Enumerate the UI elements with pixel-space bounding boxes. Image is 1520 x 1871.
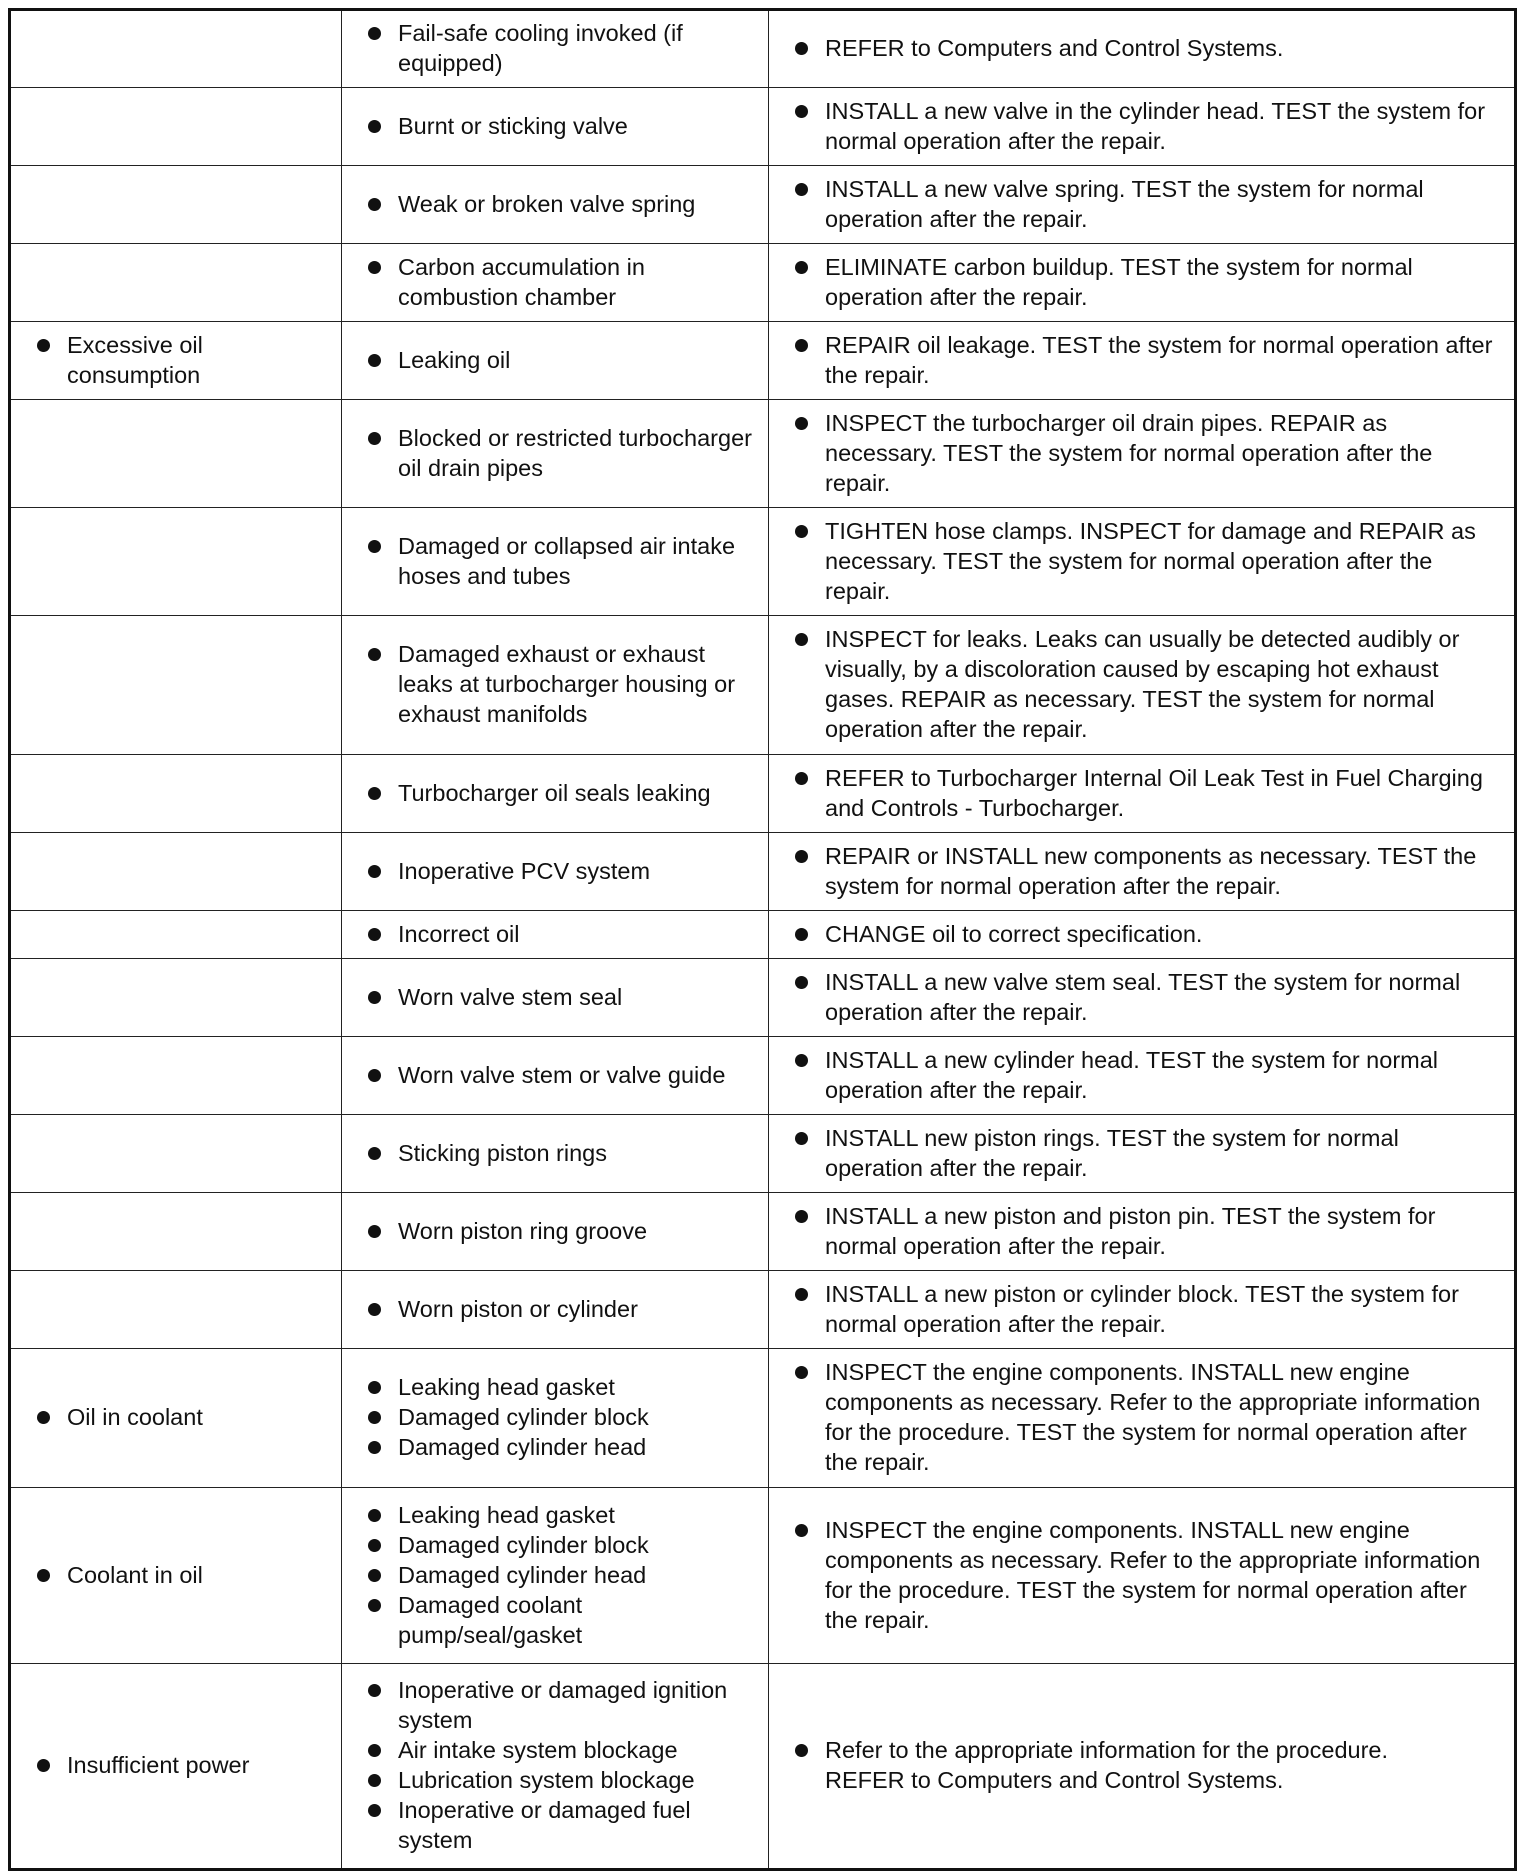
bullet-icon <box>795 1210 808 1223</box>
symptom-cell <box>10 1193 342 1271</box>
cause-cell <box>342 508 769 616</box>
action-cell <box>769 1115 1516 1193</box>
cause-item <box>364 1216 760 1246</box>
cause-cell <box>342 1115 769 1193</box>
cause-text: Damaged coolant pump/seal/gasket <box>398 1591 583 1648</box>
bullet-icon <box>795 105 808 118</box>
action-item <box>791 1123 1502 1183</box>
bullet-icon <box>795 339 808 352</box>
action-text: INSTALL a new valve spring. TEST the system for normal operation after the repair. <box>825 175 1424 232</box>
bullet-icon <box>368 1804 381 1817</box>
cause-item <box>364 1500 760 1530</box>
action-list <box>791 408 1502 498</box>
cause-text: Carbon accumulation in combustion chamber <box>398 253 645 310</box>
table-row <box>10 508 1516 616</box>
action-item <box>791 408 1502 498</box>
bullet-icon <box>795 976 808 989</box>
bullet-icon <box>368 120 381 133</box>
action-item <box>791 841 1502 901</box>
action-list <box>791 1515 1502 1635</box>
symptom-text: Coolant in oil <box>67 1561 203 1588</box>
table-row <box>10 88 1516 166</box>
cause-list <box>364 252 760 312</box>
cause-text: Inoperative or damaged ignition system <box>398 1677 728 1733</box>
bullet-icon <box>368 540 381 553</box>
action-item <box>791 516 1502 606</box>
action-text: REPAIR or INSTALL new components as necessary. TEST the system for normal operation after the repair. <box>825 842 1477 899</box>
table-row <box>10 400 1516 508</box>
cause-text: Worn valve stem or valve guide <box>398 1061 726 1088</box>
cause-cell <box>342 1349 769 1488</box>
cause-list <box>364 1060 760 1090</box>
bullet-icon <box>368 1147 381 1160</box>
table-row <box>10 1488 1516 1664</box>
action-item <box>791 330 1502 390</box>
cause-item <box>364 1294 760 1324</box>
bullet-icon <box>368 1599 381 1612</box>
cause-item <box>364 639 760 729</box>
action-cell <box>769 244 1516 322</box>
action-cell <box>769 1488 1516 1664</box>
cause-item <box>364 1590 760 1650</box>
cause-list <box>364 1500 760 1650</box>
cause-item <box>364 189 760 219</box>
action-text: REFER to Turbocharger Internal Oil Leak Test in Fuel Charging and Controls - Turbocharger. <box>825 764 1483 821</box>
cause-list <box>364 1294 760 1324</box>
cause-item <box>364 856 760 886</box>
bullet-icon <box>795 1524 808 1537</box>
cause-list <box>364 111 760 141</box>
action-list <box>791 33 1502 63</box>
bullet-icon <box>368 198 381 211</box>
bullet-icon <box>795 1054 808 1067</box>
action-cell <box>769 10 1516 88</box>
table-row <box>10 1271 1516 1349</box>
cause-item <box>364 1138 760 1168</box>
action-list <box>791 763 1502 823</box>
symptom-cell <box>10 1349 342 1488</box>
action-cell <box>769 959 1516 1037</box>
table-row <box>10 911 1516 959</box>
table-row <box>10 616 1516 755</box>
symptom-cell <box>10 911 342 959</box>
action-item <box>791 1279 1502 1339</box>
symptom-cell <box>10 1271 342 1349</box>
cause-text: Sticking piston rings <box>398 1139 607 1166</box>
bullet-icon <box>37 1759 50 1772</box>
table-row <box>10 1349 1516 1488</box>
symptom-item <box>33 1402 333 1432</box>
cause-cell <box>342 1193 769 1271</box>
action-list <box>791 1279 1502 1339</box>
table-row <box>10 833 1516 911</box>
action-text: REFER to Computers and Control Systems. <box>825 1767 1284 1793</box>
action-list <box>791 1201 1502 1261</box>
action-text: CHANGE oil to correct specification. <box>825 920 1203 947</box>
bullet-icon <box>368 1069 381 1082</box>
cause-cell <box>342 1488 769 1664</box>
cause-text: Inoperative PCV system <box>398 857 651 884</box>
action-text: INSTALL a new valve stem seal. TEST the system for normal operation after the repair. <box>825 968 1461 1025</box>
cause-text: Leaking head gasket <box>398 1501 615 1528</box>
bullet-icon <box>368 1539 381 1552</box>
cause-item <box>364 1372 760 1402</box>
bullet-icon <box>795 183 808 196</box>
cause-text: Lubrication system blockage <box>398 1767 695 1793</box>
symptom-list <box>33 1750 333 1780</box>
cause-cell <box>342 10 769 88</box>
action-text: INSPECT the engine components. INSTALL new engine components as necessary. Refer to the appropriate information for the procedure. TEST the system for normal operation after the repair. <box>825 1516 1481 1633</box>
action-cell <box>769 616 1516 755</box>
cause-cell <box>342 833 769 911</box>
action-text: INSPECT for leaks. Leaks can usually be detected audibly or visually, by a discoloration caused by escaping hot exhaust gases. REPAIR as necessary. TEST the system for normal operation after the repair. <box>825 626 1460 742</box>
table-row <box>10 1115 1516 1193</box>
action-list <box>791 624 1502 744</box>
action-item <box>791 1201 1502 1261</box>
cause-item <box>364 1432 760 1462</box>
action-list <box>791 516 1502 606</box>
action-text: REFER to Computers and Control Systems. <box>825 35 1284 61</box>
cause-list <box>364 778 760 808</box>
bullet-icon <box>368 1411 381 1424</box>
action-text: INSTALL a new cylinder head. TEST the system for normal operation after the repair. <box>825 1046 1439 1103</box>
table-row <box>10 755 1516 833</box>
cause-cell <box>342 244 769 322</box>
diagnosis-table-body <box>10 10 1516 1870</box>
cause-item <box>364 1735 760 1765</box>
action-text: INSPECT the turbocharger oil drain pipes. REPAIR as necessary. TEST the system for normal operation after the repair. <box>825 409 1433 496</box>
cause-item <box>364 1675 760 1735</box>
table-row <box>10 1664 1516 1870</box>
bullet-icon <box>37 339 50 352</box>
bullet-icon <box>795 850 808 863</box>
cause-item <box>364 1530 760 1560</box>
bullet-icon <box>368 1774 381 1787</box>
action-text: INSPECT the engine components. INSTALL new engine components as necessary. Refer to the appropriate information for the procedure. TEST the system for normal operation after the repair. <box>825 1359 1481 1475</box>
action-list <box>791 919 1502 949</box>
cause-list <box>364 345 760 375</box>
cause-text: Worn valve stem seal <box>398 983 623 1010</box>
symptom-list <box>33 1402 333 1432</box>
symptom-item <box>33 1560 333 1590</box>
action-item <box>791 174 1502 234</box>
action-item <box>791 967 1502 1027</box>
action-text: TIGHTEN hose clamps. INSPECT for damage and REPAIR as necessary. TEST the system for normal operation after the repair. <box>825 517 1476 604</box>
bullet-icon <box>795 772 808 785</box>
table-row <box>10 322 1516 400</box>
symptom-item <box>33 330 333 390</box>
bullet-icon <box>368 1684 381 1697</box>
bullet-icon <box>368 1441 381 1454</box>
symptom-cell <box>10 833 342 911</box>
cause-list <box>364 1675 760 1855</box>
cause-cell <box>342 322 769 400</box>
bullet-icon <box>795 525 808 538</box>
table-row <box>10 1037 1516 1115</box>
action-list <box>791 841 1502 901</box>
action-cell <box>769 1664 1516 1870</box>
action-list <box>791 252 1502 312</box>
action-item <box>791 1515 1502 1635</box>
action-item <box>791 624 1502 744</box>
cause-list <box>364 1138 760 1168</box>
symptom-cell <box>10 88 342 166</box>
bullet-icon <box>368 1569 381 1582</box>
bullet-icon <box>368 865 381 878</box>
symptom-cell <box>10 1115 342 1193</box>
bullet-icon <box>37 1411 50 1424</box>
cause-text: Damaged exhaust or exhaust leaks at turbocharger housing or exhaust manifolds <box>398 641 736 727</box>
action-cell <box>769 911 1516 959</box>
symptom-cell <box>10 1664 342 1870</box>
action-list <box>791 174 1502 234</box>
cause-list <box>364 423 760 483</box>
cause-item <box>364 1560 760 1590</box>
symptom-cell <box>10 166 342 244</box>
action-item <box>791 1735 1502 1795</box>
cause-cell <box>342 959 769 1037</box>
symptom-cell <box>10 755 342 833</box>
action-cell <box>769 166 1516 244</box>
cause-text: Worn piston or cylinder <box>398 1295 638 1322</box>
symptom-text: Excessive oil consumption <box>67 331 203 388</box>
cause-cell <box>342 1271 769 1349</box>
action-cell <box>769 400 1516 508</box>
action-item <box>791 763 1502 823</box>
cause-item <box>364 111 760 141</box>
cause-text: Damaged cylinder head <box>398 1434 647 1460</box>
cause-cell <box>342 1664 769 1870</box>
bullet-icon <box>795 261 808 274</box>
action-item <box>791 252 1502 312</box>
table-row <box>10 10 1516 88</box>
cause-text: Incorrect oil <box>398 920 520 947</box>
cause-cell <box>342 88 769 166</box>
action-text: Refer to the appropriate information for the procedure. <box>825 1737 1389 1763</box>
symptom-list <box>33 1560 333 1590</box>
cause-text: Blocked or restricted turbocharger oil drain pipes <box>398 424 752 481</box>
cause-text: Leaking oil <box>398 346 511 373</box>
bullet-icon <box>368 261 381 274</box>
action-cell <box>769 1037 1516 1115</box>
bullet-icon <box>368 1744 381 1757</box>
symptom-cell <box>10 1488 342 1664</box>
symptom-cell <box>10 400 342 508</box>
action-list <box>791 1357 1502 1477</box>
cause-text: Worn piston ring groove <box>398 1217 648 1244</box>
cause-item <box>364 982 760 1012</box>
cause-cell <box>342 616 769 755</box>
bullet-icon <box>368 354 381 367</box>
action-cell <box>769 1271 1516 1349</box>
cause-item <box>364 345 760 375</box>
cause-list <box>364 1372 760 1462</box>
bullet-icon <box>795 633 808 646</box>
action-list <box>791 1123 1502 1183</box>
cause-cell <box>342 1037 769 1115</box>
cause-cell <box>342 400 769 508</box>
cause-text: Inoperative or damaged fuel system <box>398 1797 691 1853</box>
cause-text: Damaged cylinder head <box>398 1561 647 1588</box>
action-cell <box>769 755 1516 833</box>
symptom-cell <box>10 1037 342 1115</box>
action-cell <box>769 833 1516 911</box>
action-text: INSTALL a new valve in the cylinder head. TEST the system for normal operation after the repair. <box>825 97 1486 154</box>
symptom-list <box>33 330 333 390</box>
action-cell <box>769 1193 1516 1271</box>
cause-item <box>364 778 760 808</box>
bullet-icon <box>368 1381 381 1394</box>
symptom-item <box>33 1750 333 1780</box>
action-item <box>791 33 1502 63</box>
bullet-icon <box>368 1303 381 1316</box>
action-item <box>791 96 1502 156</box>
table-row <box>10 166 1516 244</box>
action-text: REPAIR oil leakage. TEST the system for normal operation after the repair. <box>825 331 1493 388</box>
action-item <box>791 1045 1502 1105</box>
cause-text: Leaking head gasket <box>398 1374 615 1400</box>
bullet-icon <box>795 1744 808 1757</box>
action-list <box>791 1735 1502 1795</box>
bullet-icon <box>795 1288 808 1301</box>
symptom-cell <box>10 10 342 88</box>
cause-list <box>364 18 760 78</box>
cause-text: Burnt or sticking valve <box>398 112 628 139</box>
bullet-icon <box>368 648 381 661</box>
cause-text: Air intake system blockage <box>398 1737 678 1763</box>
bullet-icon <box>368 928 381 941</box>
action-list <box>791 967 1502 1027</box>
bullet-icon <box>368 1225 381 1238</box>
cause-text: Damaged cylinder block <box>398 1531 649 1558</box>
action-text: INSTALL new piston rings. TEST the system for normal operation after the repair. <box>825 1124 1399 1181</box>
action-text: INSTALL a new piston and piston pin. TEST the system for normal operation after the repair. <box>825 1202 1436 1259</box>
cause-item <box>364 1402 760 1432</box>
symptom-cell <box>10 616 342 755</box>
symptom-cell <box>10 322 342 400</box>
cause-list <box>364 1216 760 1246</box>
cause-text: Fail-safe cooling invoked (if equipped) <box>398 20 683 76</box>
diagnosis-table <box>8 8 1517 1871</box>
cause-item <box>364 1060 760 1090</box>
cause-cell <box>342 911 769 959</box>
cause-list <box>364 856 760 886</box>
bullet-icon <box>368 1509 381 1522</box>
action-cell <box>769 1349 1516 1488</box>
cause-list <box>364 639 760 729</box>
cause-text: Damaged or collapsed air intake hoses and tubes <box>398 532 736 589</box>
cause-list <box>364 189 760 219</box>
action-cell <box>769 508 1516 616</box>
cause-item <box>364 423 760 483</box>
cause-list <box>364 531 760 591</box>
symptom-text: Oil in coolant <box>67 1404 203 1430</box>
action-list <box>791 330 1502 390</box>
bullet-icon <box>795 417 808 430</box>
bullet-icon <box>368 991 381 1004</box>
action-cell <box>769 322 1516 400</box>
bullet-icon <box>795 928 808 941</box>
action-cell <box>769 88 1516 166</box>
cause-list <box>364 982 760 1012</box>
symptom-text: Insufficient power <box>67 1752 250 1778</box>
cause-list <box>364 919 760 949</box>
bullet-icon <box>368 27 381 40</box>
bullet-icon <box>795 1132 808 1145</box>
cause-text: Damaged cylinder block <box>398 1404 649 1430</box>
bullet-icon <box>368 432 381 445</box>
bullet-icon <box>368 787 381 800</box>
cause-item <box>364 1795 760 1855</box>
action-item <box>791 1357 1502 1477</box>
table-row <box>10 959 1516 1037</box>
action-text: INSTALL a new piston or cylinder block. TEST the system for normal operation after the repair. <box>825 1280 1459 1337</box>
symptom-cell <box>10 959 342 1037</box>
bullet-icon <box>795 42 808 55</box>
bullet-icon <box>795 1366 808 1379</box>
cause-cell <box>342 166 769 244</box>
cause-text: Turbocharger oil seals leaking <box>398 779 711 806</box>
table-row <box>10 1193 1516 1271</box>
cause-item <box>364 252 760 312</box>
symptom-cell <box>10 508 342 616</box>
action-list <box>791 1045 1502 1105</box>
cause-text: Weak or broken valve spring <box>398 190 696 217</box>
bullet-icon <box>37 1569 50 1582</box>
action-list <box>791 96 1502 156</box>
cause-item <box>364 919 760 949</box>
symptom-cell <box>10 244 342 322</box>
cause-item <box>364 1765 760 1795</box>
action-text: ELIMINATE carbon buildup. TEST the system for normal operation after the repair. <box>825 253 1413 310</box>
table-row <box>10 244 1516 322</box>
action-item <box>791 919 1502 949</box>
cause-cell <box>342 755 769 833</box>
cause-item <box>364 18 760 78</box>
cause-item <box>364 531 760 591</box>
